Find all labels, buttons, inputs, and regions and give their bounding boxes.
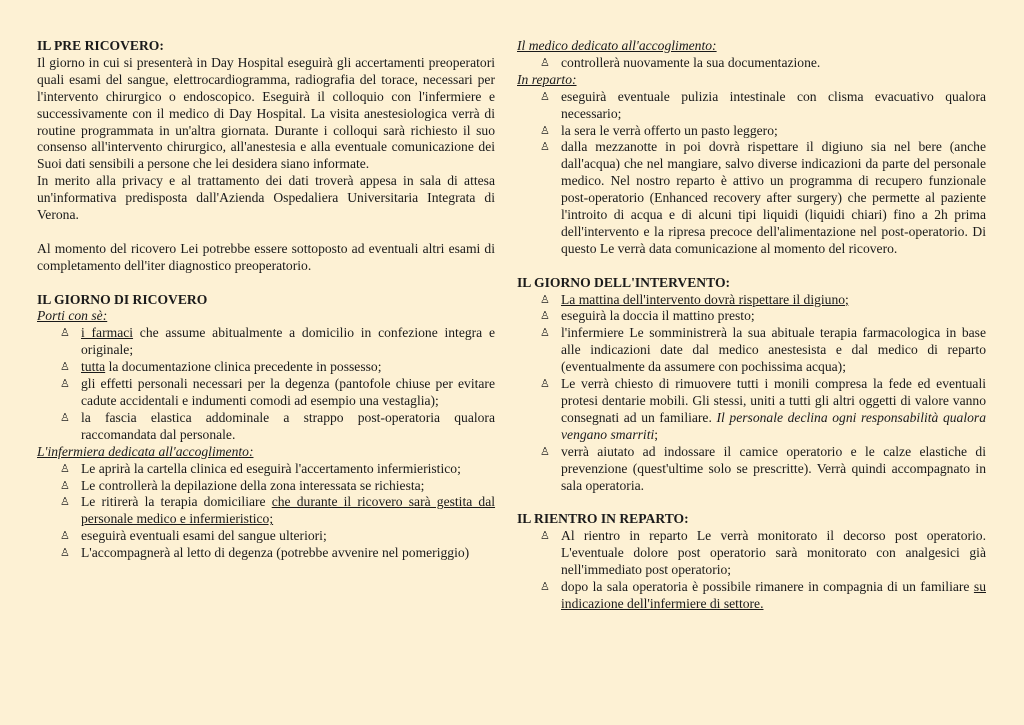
list-item [517,308,986,325]
item-text: ; [654,426,659,442]
list-item [37,410,495,444]
list-item [517,579,986,613]
pawn-bullet-icon: ♙ [60,327,70,340]
pawn-bullet-icon: ♙ [60,361,70,374]
list-item [37,494,495,528]
pawn-bullet-icon: ♙ [540,293,550,306]
rientro-list [517,528,986,613]
porti-con-se-label: Porti con sè: [37,308,108,324]
item-underlined: La mattina dell'intervento dovrà rispettare il digiuno; [561,291,849,307]
infermiera-label: L'infermiera dedicata all'accoglimento: [37,443,254,459]
item-text: eseguirà la doccia il mattino presto; [561,308,755,324]
item-text: la fascia elastica addominale a strappo post-operatoria qualora raccomandata dal personale. [81,409,495,442]
right-column [517,38,986,613]
spacer [37,275,495,292]
reparto-list [517,89,986,258]
item-text: verrà aiutato ad indossare il camice operatorio e le calze elastiche di prevenzione (quest'ultime solo se prescritte). Verrà quindi accompagnato in sala operatoria. [561,443,986,493]
item-text: L'accompagnerà al letto di degenza (potrebbe avvenire nel pomeriggio) [81,545,470,561]
pawn-bullet-icon: ♙ [60,496,70,509]
pawn-bullet-icon: ♙ [540,580,550,593]
pawn-bullet-icon: ♙ [60,479,70,492]
medico-label: Il medico dedicato all'accoglimento: [517,38,717,53]
heading-pre-ricovero: IL PRE RICOVERO: [37,38,164,53]
list-item [517,444,986,495]
pawn-bullet-icon: ♙ [540,56,550,69]
pawn-bullet-icon: ♙ [540,327,550,340]
item-text: Le verrà chiesto di rimuovere tutti i monili compresa la fede ed eventuali protesi dentarie mobili. Gli stessi, uniti a tutti gli altri oggetti di valore vanno consegnati ad un familiare. [561,376,986,425]
item-text: eseguirà eventuali esami del sangue ulteriori; [81,528,327,544]
left-column [37,38,495,562]
intervento-list [517,292,986,495]
item-text: Le controllerà la depilazione della zona interessata se richiesta; [81,477,425,493]
item-text: la documentazione clinica precedente in possesso; [105,359,382,375]
medico-list [517,55,986,72]
pawn-bullet-icon: ♙ [60,378,70,391]
pawn-bullet-icon: ♙ [60,411,70,424]
pawn-bullet-icon: ♙ [540,90,550,103]
pawn-bullet-icon: ♙ [540,530,550,543]
item-text: dalla mezzanotte in poi dovrà rispettare il digiuno sia nel bere (anche dall'acqua) che nel mangiare, salvo diverse indicazioni da parte del personale medico. Nel nostro reparto è attivo un programma di recupero funzionale post-operatorio (Enhanced recovery after surgery) che permette al paziente l'introito di acqua e di alcuni tipi liquidi (liquidi chiari) fino a 2h prima dell'intervento e la ripresa precoce dell'alimentazione nel post-operatorio. Di questo Le verrà data comunicazione al momento del ricovero. [561,139,986,256]
pawn-bullet-icon: ♙ [60,530,70,543]
pawn-bullet-icon: ♙ [540,124,550,137]
list-item [37,325,495,359]
infermiera-list [37,461,495,562]
list-item [37,545,495,562]
pre-ricovero-paragraph-3: Al momento del ricovero Lei potrebbe essere sottoposto ad eventuali altri esami di completamento dell'iter diagnostico preoperatorio. [37,240,495,273]
pawn-bullet-icon: ♙ [60,462,70,475]
list-item [517,292,986,309]
pre-ricovero-paragraph-1: Il giorno in cui si presenterà in Day Hospital eseguirà gli accertamenti preoperatori quali esami del sangue, elettrocardiogramma, radiografia del torace, necessari per l'intervento chirurgico o endoscopico. Eseguirà il colloquio con l'infermiere e successivamente con il medico di Day Hospital. La visita anestesiologica verrà di routine programmata in un'altra giornata. Durante i colloqui sarà richiesto il suo consenso all'intervento chirurgico, all'anestesia e alla eventuale comunicazione dei Suoi dati sensibili a persone che lei desidera siano informate. [37,54,495,172]
item-italic: Il personale declina ogni responsabilità qualora vengano smarriti [561,409,986,442]
item-text: gli effetti personali necessari per la degenza (pantofole chiuse per evitare cadute accidentali e indumenti comodi ad esempio una vestaglia); [81,376,495,408]
pawn-bullet-icon: ♙ [540,445,550,458]
item-text: Le ritirerà la terapia domiciliare [81,494,272,510]
list-item [517,528,986,579]
item-underlined: tutta [81,359,106,375]
reparto-label: In reparto: [517,71,577,87]
list-item [517,55,986,72]
pre-ricovero-paragraph-2: In merito alla privacy e al trattamento dei dati troverà appesa in sala di attesa un'informativa predisposta dall'Azienda Ospedaliera Universitaria Integrata di Verona. [37,173,495,223]
heading-rientro-reparto: IL RIENTRO IN REPARTO: [517,511,689,527]
list-item [37,478,495,495]
item-text: Al rientro in reparto Le verrà monitorato il decorso post operatorio. L'eventuale dolore post operatorio sarà monitorato con analgesici già nell'immediato post operatorio; [561,528,986,578]
heading-giorno-intervento: IL GIORNO DELL'INTERVENTO: [517,274,731,290]
list-item [517,376,986,444]
list-item [517,123,986,140]
item-underlined: che durante il ricovero sarà gestita dal personale medico e infermieristico; [81,494,496,527]
spacer [37,224,495,241]
list-item [37,461,495,478]
pawn-bullet-icon: ♙ [60,547,70,560]
porti-con-se-list [37,325,495,443]
list-item [37,376,495,410]
list-item [517,139,986,257]
list-item [37,359,495,376]
list-item [37,528,495,545]
pawn-bullet-icon: ♙ [540,310,550,323]
list-item [517,89,986,123]
item-underlined: i farmaci [81,325,134,341]
item-text: la sera le verrà offerto un pasto leggero; [561,122,778,138]
item-text: eseguirà eventuale pulizia intestinale con clisma evacuativo qualora necessario; [561,88,986,121]
item-text: l'infermiere Le somministrerà la sua abituale terapia farmacologica in base alle indicazioni date dal medico anestesista e dal medico di reparto (eventualmente da assumere con pochissima acqua); [561,325,986,375]
heading-giorno-ricovero: IL GIORNO DI RICOVERO [37,291,208,307]
item-text: controllerà nuovamente la sua documentazione. [561,54,821,70]
item-underlined: su indicazione dell'infermiere di settore. [561,578,986,611]
pawn-bullet-icon: ♙ [540,378,550,391]
pawn-bullet-icon: ♙ [540,141,550,154]
item-text: che assume abitualmente a domicilio in confezione integra e originale; [81,325,495,358]
spacer [517,494,986,511]
item-text: dopo la sala operatoria è possibile rimanere in compagnia di un familiare [561,578,974,594]
spacer [517,258,986,275]
list-item [517,325,986,376]
item-text: Le aprirà la cartella clinica ed eseguirà l'accertamento infermieristico; [81,460,461,476]
